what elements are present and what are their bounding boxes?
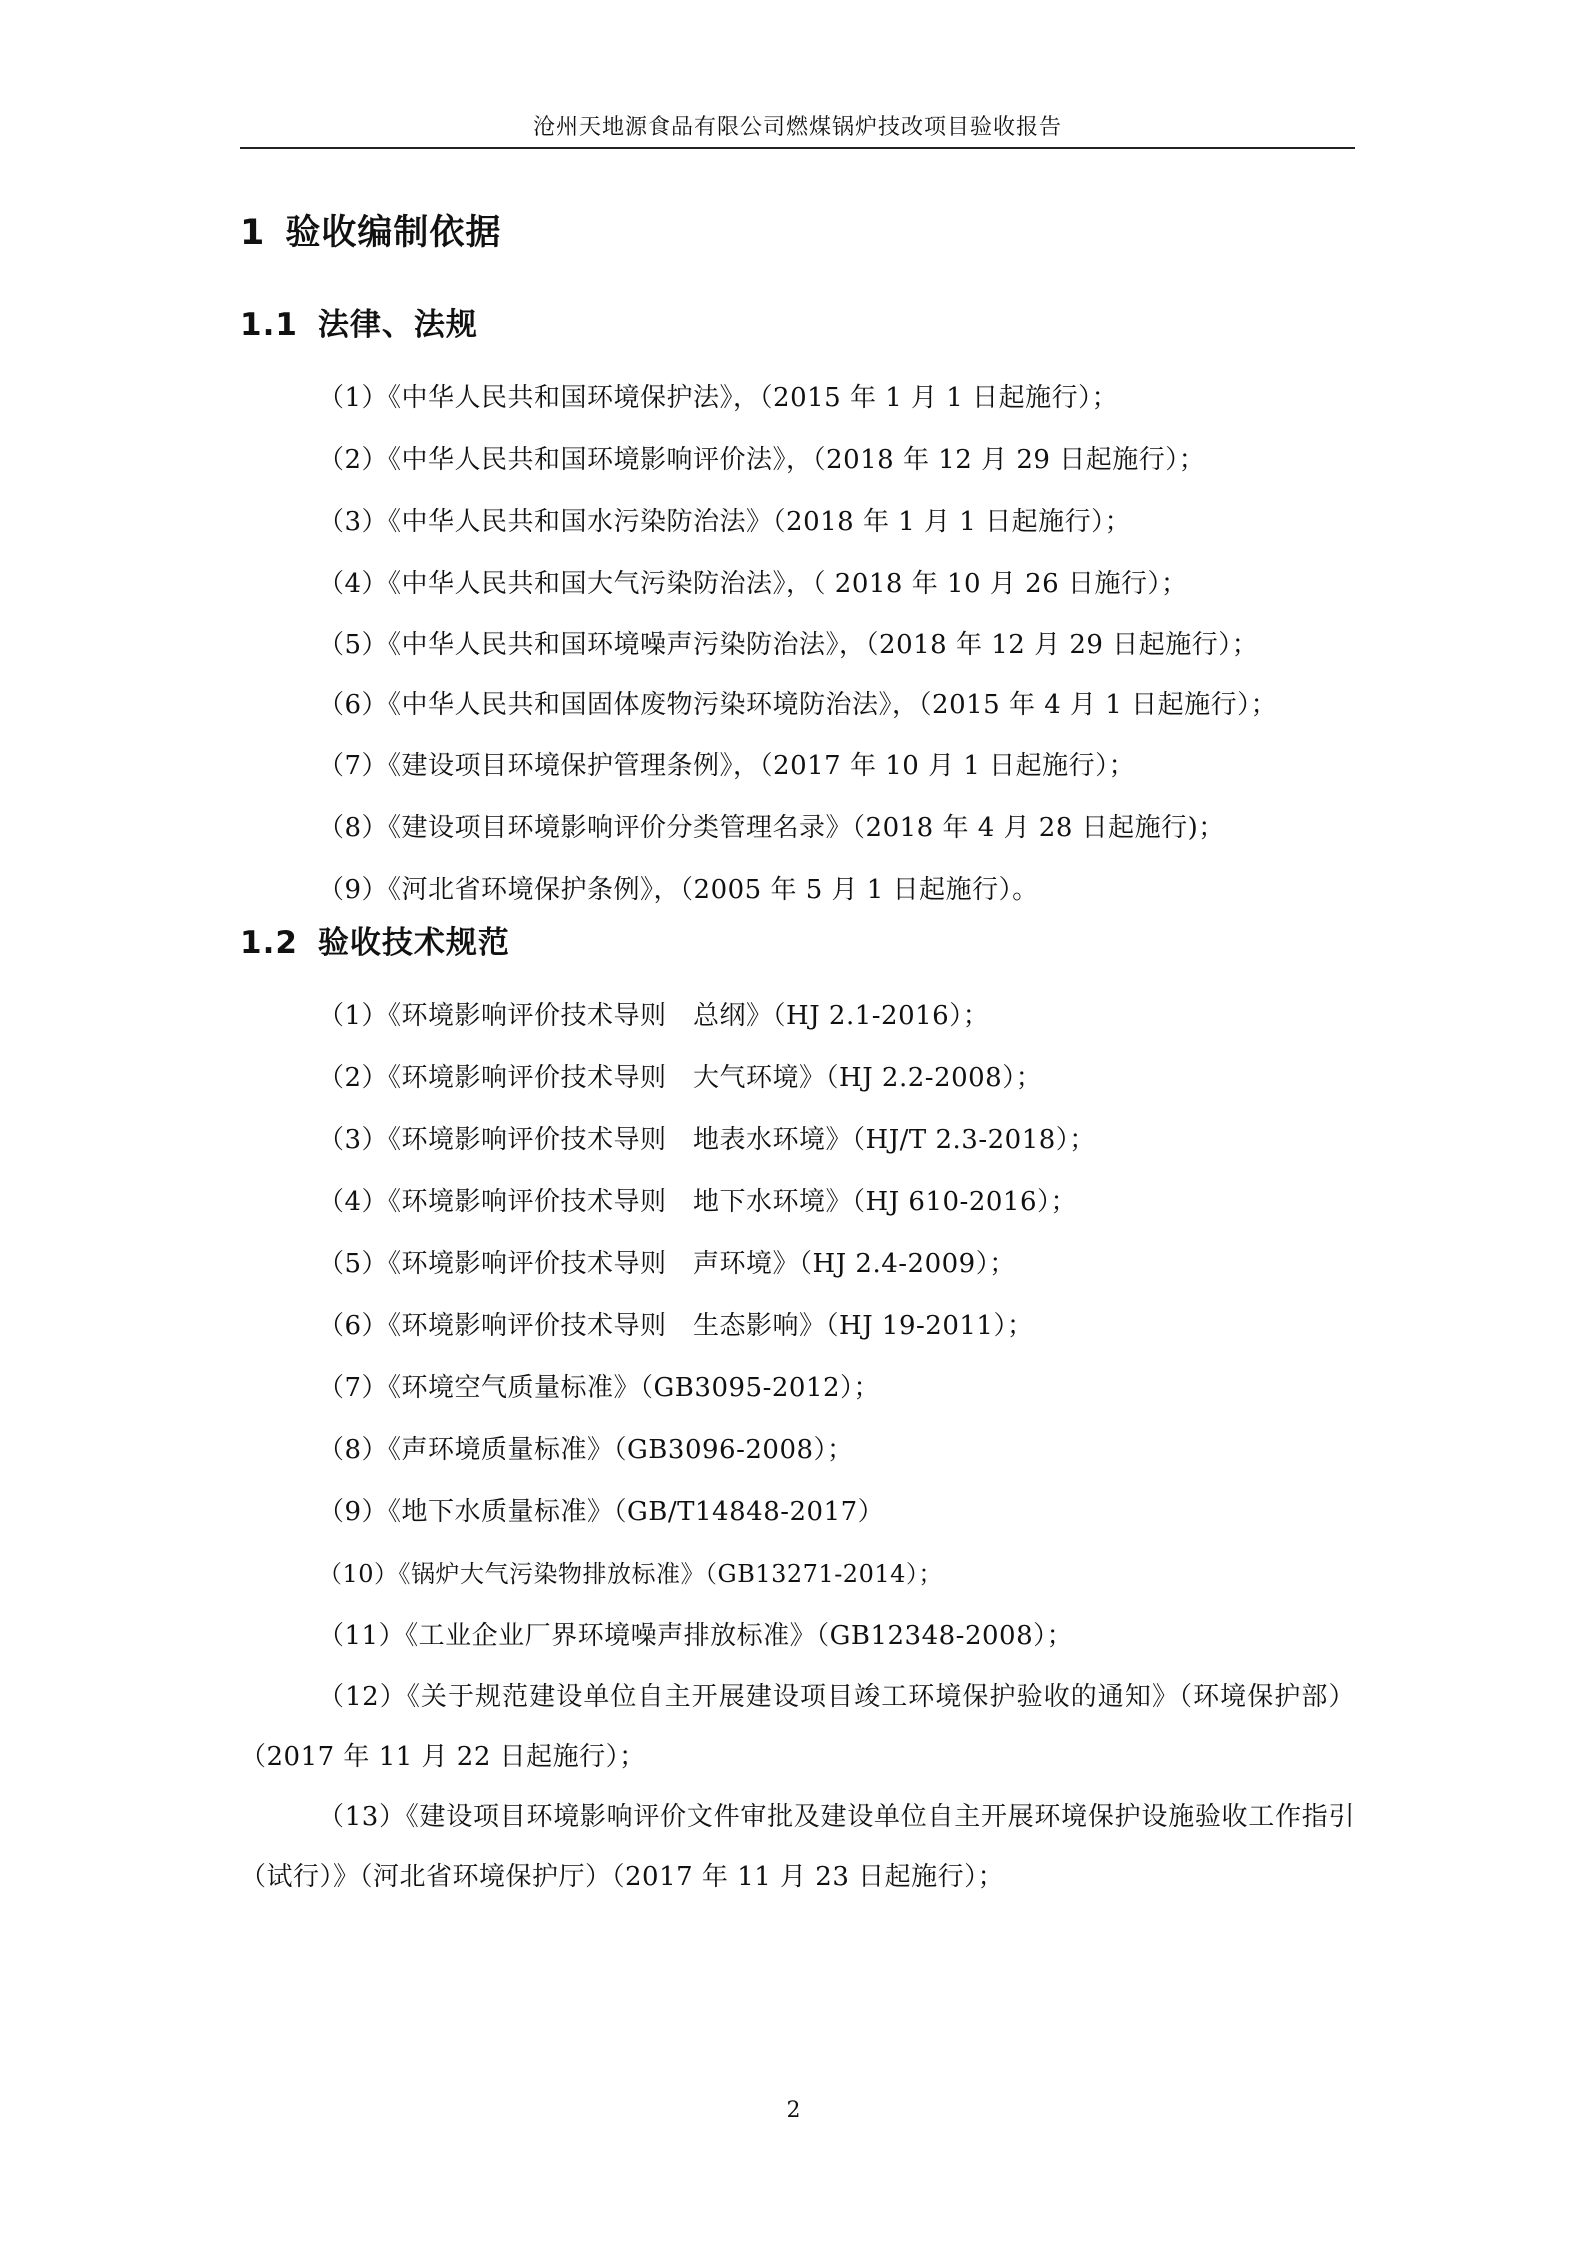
list-item: （8）《建设项目环境影响评价分类管理名录》（2018 年 4 月 28 日起施行)； xyxy=(318,813,1225,843)
section-title: 法律、法规 xyxy=(317,307,478,343)
list-item: （2）《环境影响评价技术导则 大气环境》（HJ 2.2-2008）； xyxy=(318,1063,1043,1093)
chapter-heading xyxy=(240,205,1355,261)
section-heading-1-1 xyxy=(240,297,1355,353)
section-heading-1-2 xyxy=(240,915,1355,971)
list-item: （10）《锅炉大气污染物排放标准》（GB13271-2014）； xyxy=(318,1560,943,1588)
page-number: 2 xyxy=(786,2098,801,2123)
header-divider xyxy=(240,147,1355,149)
list-item: （6）《中华人民共和国固体废物污染环境防治法》，（2015 年 4 月 1 日起施行）； xyxy=(318,690,1278,720)
page-content xyxy=(240,205,1355,1907)
list-item: （7）《建设项目环境保护管理条例》，（2017 年 10 月 1 日起施行）； xyxy=(318,751,1136,781)
section-title: 验收技术规范 xyxy=(317,925,510,961)
chapter-number: 1 xyxy=(240,213,266,253)
list-item: （6）《环境影响评价技术导则 生态影响》（HJ 19-2011）； xyxy=(318,1311,1034,1341)
list-item: （12）《关于规范建设单位自主开展建设项目竣工环境保护验收的通知》（环境保护部）（2017 年 11 月 22 日起施行）； xyxy=(240,1682,1355,1772)
list-item: （1）《中华人民共和国环境保护法》，（2015 年 1 月 1 日起施行）； xyxy=(318,383,1119,413)
list-item: （3）《环境影响评价技术导则 地表水环境》（HJ/T 2.3-2018）； xyxy=(318,1125,1096,1155)
list-item: （9）《地下水质量标准》（GB/T14848-2017） xyxy=(318,1497,885,1527)
list-item: （5）《中华人民共和国环境噪声污染防治法》，（2018 年 12 月 29 日起施行）； xyxy=(318,630,1259,660)
section-number: 1.2 xyxy=(240,925,298,961)
section-number: 1.1 xyxy=(240,307,298,343)
list-item: （1）《环境影响评价技术导则 总纲》（HJ 2.1-2016）； xyxy=(318,1001,990,1031)
list-item: （11）《工业企业厂界环境噪声排放标准》（GB12348-2008）； xyxy=(318,1621,1074,1651)
list-item: （13）《建设项目环境影响评价文件审批及建设单位自主开展环境保护设施验收工作指引（试行）》（河北省环境保护厅）（2017 年 11 月 23 日起施行）； xyxy=(240,1802,1355,1892)
list-item: （4）《中华人民共和国大气污染防治法》，（ 2018 年 10 月 26 日施行）； xyxy=(318,569,1188,599)
list-item: （9）《河北省环境保护条例》，（2005 年 5 月 1 日起施行）。 xyxy=(318,875,1039,905)
list-item: （2）《中华人民共和国环境影响评价法》，（2018 年 12 月 29 日起施行）； xyxy=(318,445,1206,475)
list-item: （7）《环境空气质量标准》（GB3095-2012）； xyxy=(318,1373,881,1403)
list-item: （4）《环境影响评价技术导则 地下水环境》（HJ 610-2016）； xyxy=(318,1187,1077,1217)
chapter-title: 验收编制依据 xyxy=(285,213,502,253)
list-item: （8）《声环境质量标准》（GB3096-2008）； xyxy=(318,1435,854,1465)
list-item: （5）《环境影响评价技术导则 声环境》（HJ 2.4-2009）； xyxy=(318,1249,1016,1279)
technical-specs-list xyxy=(240,985,1355,1907)
laws-list xyxy=(240,367,1355,921)
running-header: 沧州天地源食品有限公司燃煤锅炉技改项目验收报告 xyxy=(532,115,1062,140)
list-item: （3）《中华人民共和国水污染防治法》（2018 年 1 月 1 日起施行）； xyxy=(318,507,1132,537)
